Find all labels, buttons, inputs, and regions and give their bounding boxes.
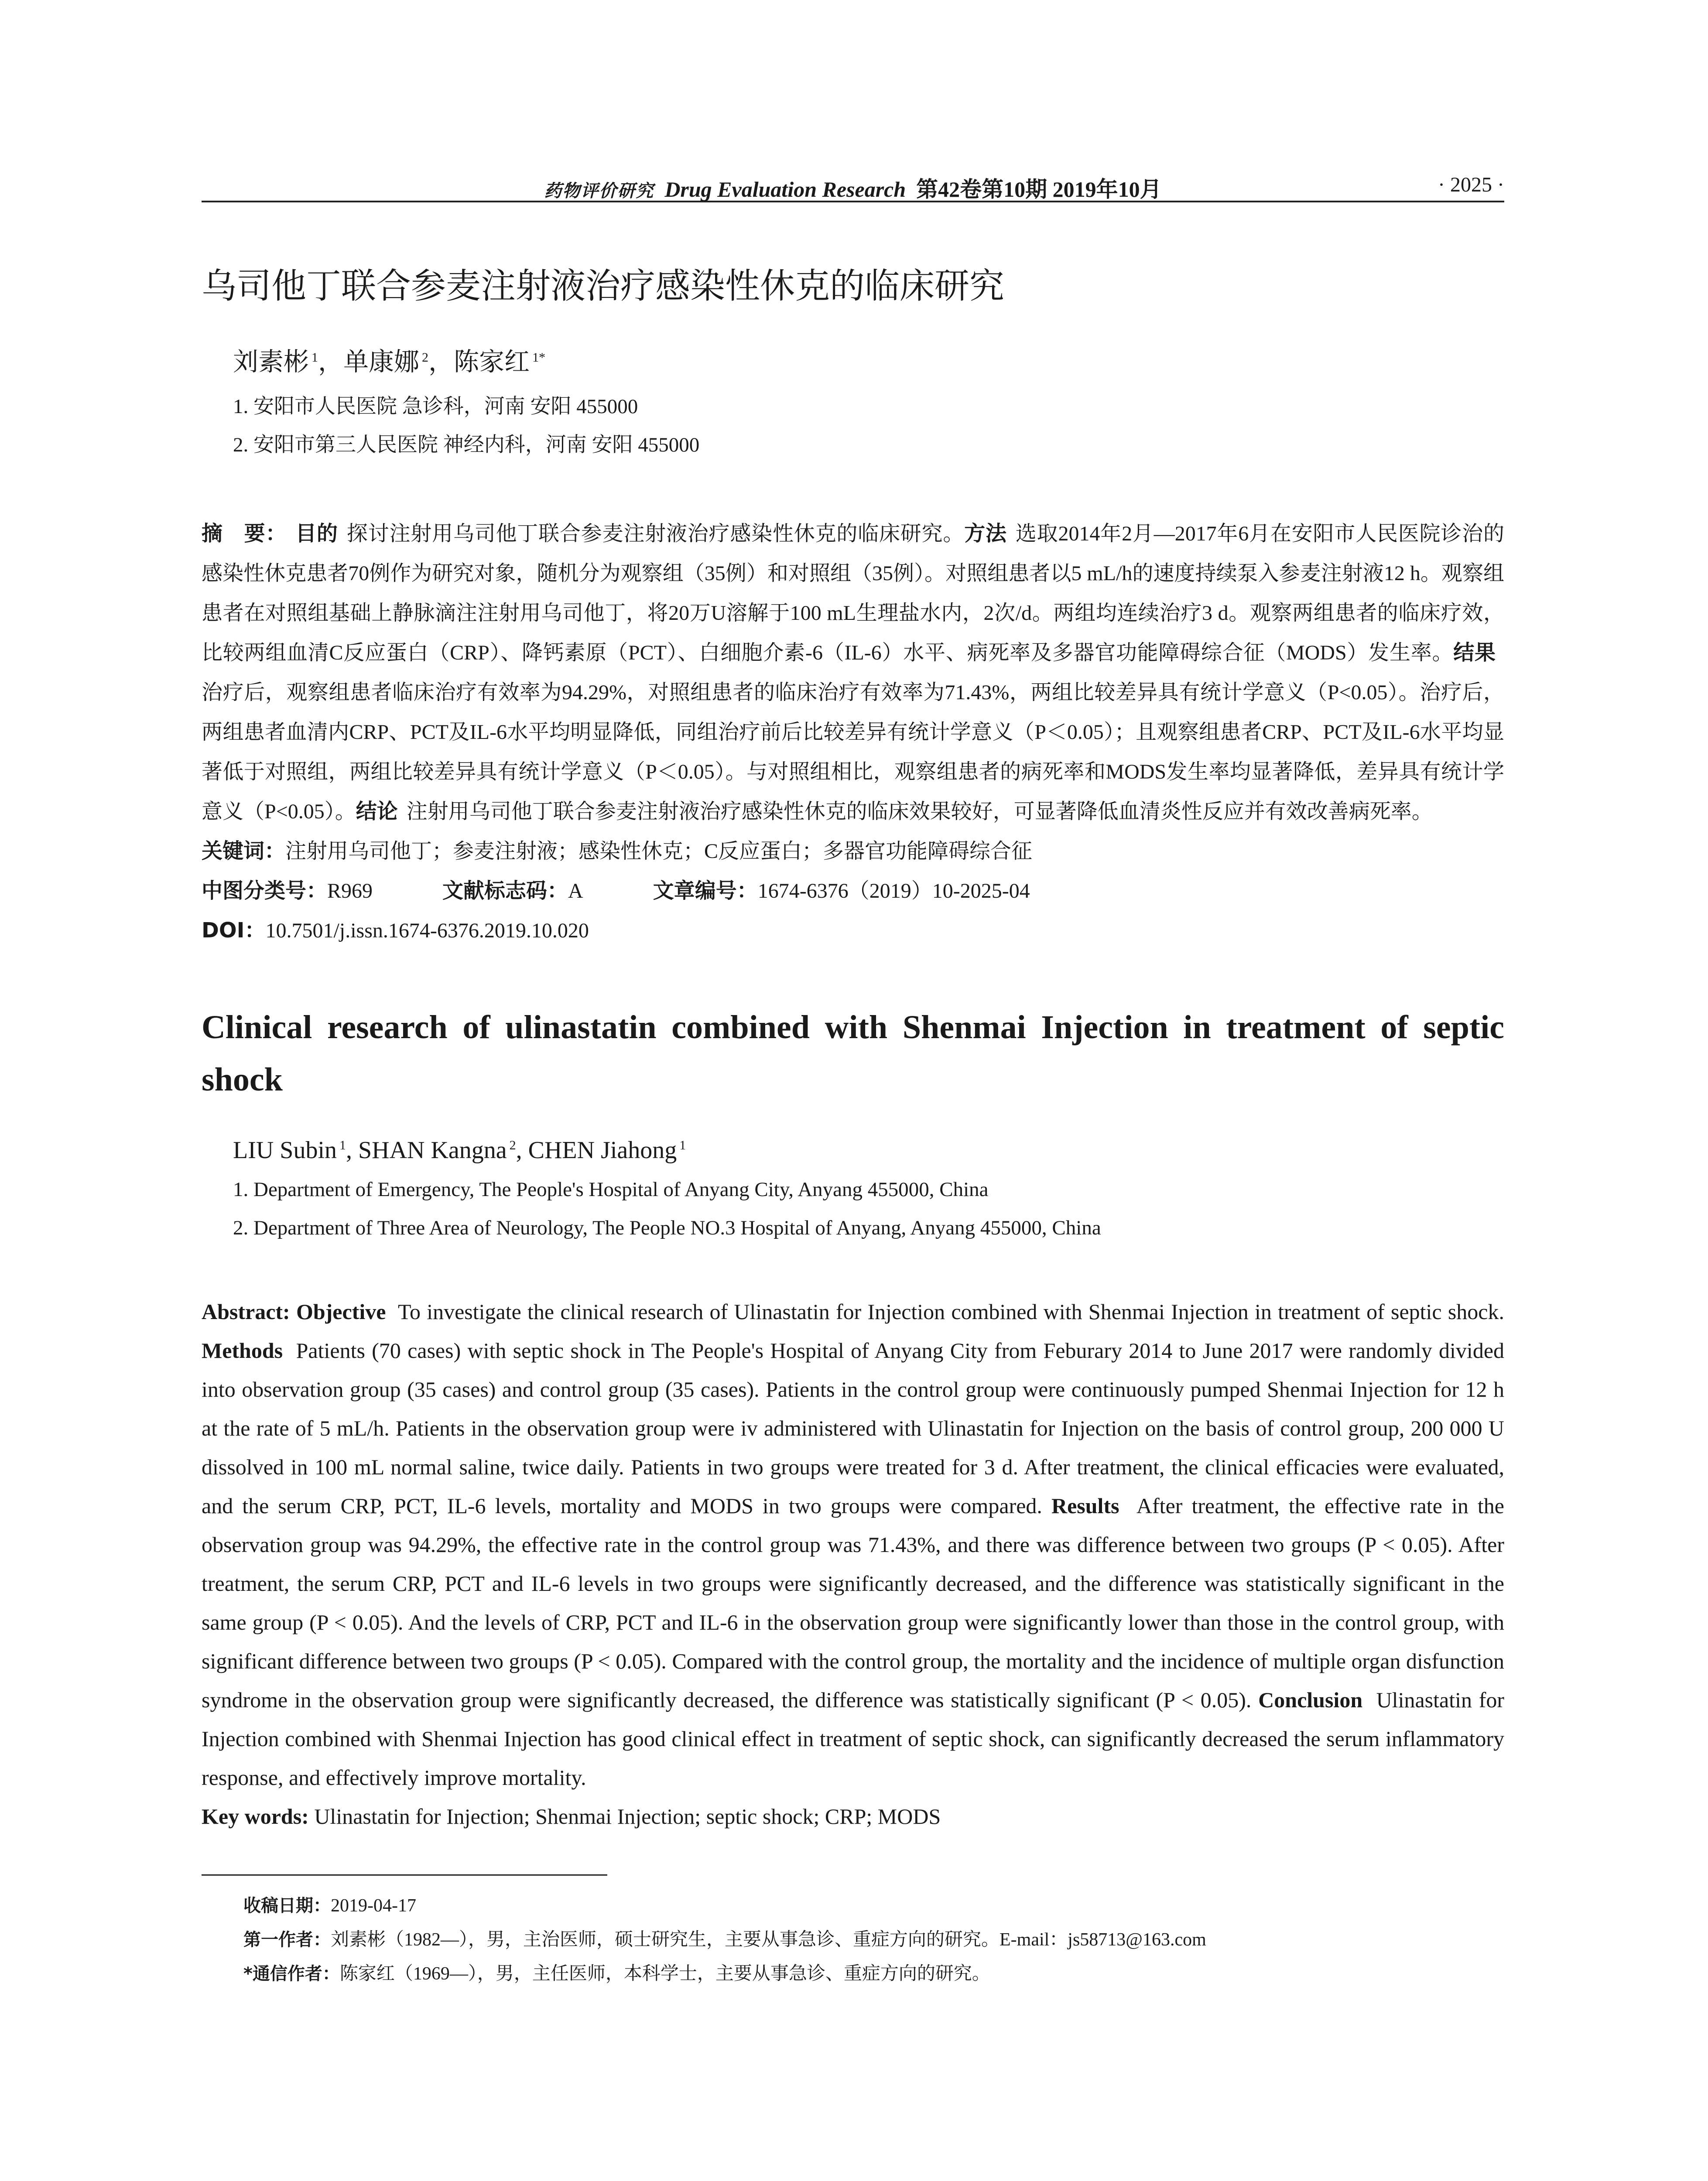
methods-label: Methods (202, 1338, 283, 1363)
cn-authors (233, 341, 1504, 378)
author-separator: ， (318, 348, 344, 376)
objective-label: 目的 (295, 521, 338, 546)
methods-text: 选取2014年2月—2017年6月在安阳市人民医院诊治的感染性休克患者70例作为研究对象，随机分为观察组（35例）和对照组（35例）。对照组患者以5 mL/h的速度持续泵入参麦注射液12 h。观察组患者在对照组基础上静脉滴注注射用乌司他丁，将20万U溶解于100 mL生理盐水内，2次/d。两组均连续治疗3 d。观察两组患者的临床疗效，比较两组血清C反应蛋白（CRP）、降钙素原（PCT）、白细胞介素-6（IL-6）水平、病死率及多器官功能障碍综合征（MODS）发生率。 (202, 522, 1504, 664)
conclusion-label: Conclusion (1258, 1688, 1363, 1712)
keywords-text: 注射用乌司他丁；参麦注射液；感染性休克；C反应蛋白；多器官功能障碍综合征 (285, 840, 1033, 863)
clc-value: R969 (327, 879, 373, 902)
keywords-label: 关键词： (202, 839, 286, 863)
abstract-label: Abstract: (202, 1299, 290, 1324)
author-name: 单康娜 (343, 348, 420, 376)
journal-logo: 药物评价研究 (544, 181, 654, 201)
header-center (202, 172, 1504, 203)
author-affiliation-mark: 2 (509, 1138, 516, 1153)
objective-label: Objective (296, 1299, 386, 1324)
footnote-divider (202, 1874, 607, 1876)
footnote-text: 刘素彬（1982—），男，主治医师，硕士研究生，主要从事急诊、重症方向的研究。E-mail：js58713@163.com (331, 1930, 1206, 1950)
results-text: After treatment, the effective rate in the observation group was 94.29%, the effective rate in the control group was 71.43%, and there was difference between two groups (P < 0.05). After treatment, the serum CRP, PCT and IL-6 levels in two groups were significantly decreased, and the difference was statistically significant in the same group (P < 0.05). And the levels of CRP, PCT and IL-6 in the observation group were significantly lower than those in the control group, with significant difference between two groups (P < 0.05). Compared with the control group, the mortality and the incidence of multiple organ disfunction syndrome in the observation group were significantly decreased, the difference was statistically significant (P < 0.05). (202, 1494, 1504, 1712)
footnotes (243, 1889, 1504, 1991)
footnote-text: 陈家红（1969—），男，主任医师，本科学士，主要从事急诊、重症方向的研究。 (339, 1964, 990, 1984)
results-label: Results (1051, 1494, 1119, 1518)
footnote-label: *通信作者： (243, 1964, 340, 1984)
author-name: 陈家红 (454, 348, 530, 376)
abstract-label: 摘 要： (202, 521, 287, 546)
author-affiliation-mark: 2 (422, 350, 429, 365)
footnote-first-author (243, 1923, 1504, 1957)
cn-title: 乌司他丁联合参麦注射液治疗感染性休克的临床研究 (202, 266, 1004, 306)
cn-abstract (202, 514, 1504, 831)
journal-name: Drug Evaluation Research (664, 177, 906, 202)
issue-info: 第42卷第10期 2019年10月 (916, 177, 1162, 202)
objective-text: 探讨注射用乌司他丁联合参麦注射液治疗感染性休克的临床研究。 (346, 522, 965, 545)
footnote-text: 2019-04-17 (331, 1896, 416, 1916)
conclusion-text: 注射用乌司他丁联合参麦注射液治疗感染性休克的临床效果较好，可显著降低血清炎性反应并有效改善病死率。 (406, 800, 1433, 823)
author-name: 刘素彬 (233, 348, 309, 376)
author-separator: ， (428, 348, 454, 376)
keywords-label: Key words: (202, 1804, 309, 1829)
methods-label: 方法 (964, 521, 1007, 546)
article-no-value: 1674-6376（2019）10-2025-04 (757, 879, 1030, 902)
conclusion-label: 结论 (356, 799, 398, 824)
cn-keywords (202, 831, 1504, 871)
author-separator: , (346, 1137, 358, 1164)
page-number: · 2025 · (1438, 173, 1504, 196)
affiliation: 2. Department of Three Area of Neurology, The People NO.3 Hospital of Anyang, Anyang 455000, China (233, 1217, 1101, 1239)
author-affiliation-mark: 1* (532, 350, 546, 365)
methods-text: Patients (70 cases) with septic shock in The People's Hospital of Anyang City from Feburary 2014 to June 2017 were randomly divided into observation group (35 cases) and control group (35 cases). Patients in the control group were continuously pumped Shenmai Injection for 12 h at the rate of 5 mL/h. Patients in the observation group were iv administered with Ulinastatin for Injection on the basis of control group, 200 000 U dissolved in 100 mL normal saline, twice daily. Patients in two groups were treated for 3 d. After treatment, the clinical efficacies were evaluated, and the serum CRP, PCT, IL-6 levels, mortality and MODS in two groups were compared. (202, 1338, 1505, 1518)
author-name: SHAN Kangna (358, 1137, 507, 1164)
doi-line (202, 911, 1504, 950)
cn-affiliations (202, 387, 1504, 464)
en-title: Clinical research of ulinastatin combined with Shenmai Injection in treatment of septic shock (202, 1009, 1504, 1098)
doi-value: 10.7501/j.issn.1674-6376.2019.10.020 (265, 919, 589, 942)
author-name: CHEN Jiahong (528, 1137, 677, 1164)
author-affiliation-mark: 1 (311, 350, 318, 365)
en-abstract (202, 1292, 1504, 1797)
author-affiliation-mark: 1 (679, 1138, 686, 1153)
affiliation: 1. 安阳市人民医院 急诊科，河南 安阳 455000 (233, 395, 638, 418)
doi-label: DOI： (202, 918, 266, 943)
results-label: 结果 (1453, 640, 1496, 665)
keywords-text: Ulinastatin for Injection; Shenmai Injection; septic shock; CRP; MODS (314, 1804, 941, 1829)
clc-label: 中图分类号： (202, 879, 328, 903)
en-affiliations (202, 1170, 1504, 1247)
results-text: 治疗后，观察组患者临床治疗有效率为94.29%，对照组患者的临床治疗有效率为71.43%，两组比较差异具有统计学意义（P<0.05）。治疗后，两组患者血清内CRP、PCT及IL-6水平均明显降低，同组治疗前后比较差异有统计学意义（P＜0.05）；且观察组患者CRP、PCT及IL-6水平均显著低于对照组，两组比较差异具有统计学意义（P＜0.05）。与对照组相比，观察组患者的病死率和MODS发生率均显著降低，差异具有统计学意义（P<0.05）。 (202, 681, 1504, 823)
author-affiliation-mark: 1 (339, 1138, 346, 1153)
footnote-label: 第一作者： (243, 1930, 331, 1950)
en-keywords (202, 1797, 1504, 1836)
author-separator: , (516, 1137, 528, 1164)
article-no-label: 文章编号： (653, 879, 758, 903)
footnote-corresponding-author (243, 1957, 1504, 1991)
footnote-label: 收稿日期： (243, 1896, 331, 1916)
en-authors (233, 1136, 1504, 1164)
doc-code-value: A (568, 879, 583, 902)
doc-code-label: 文献标志码： (442, 879, 568, 903)
running-header (202, 166, 1504, 202)
footnote-received (243, 1889, 1504, 1923)
affiliation: 2. 安阳市第三人民医院 神经内科，河南 安阳 455000 (233, 434, 700, 456)
conclusion-text: Ulinastatin for Injection combined with Shenmai Injection has good clinical effect in treatment of septic shock, can significantly decreased the serum inflammatory response, and effectively improve mortality. (202, 1688, 1505, 1790)
article-page (202, 166, 1504, 1991)
affiliation: 1. Department of Emergency, The People's Hospital of Anyang City, Anyang 455000, China (233, 1178, 989, 1201)
objective-text: To investigate the clinical research of Ulinastatin for Injection combined with Shenmai Injection in treatment of septic shock. (397, 1299, 1504, 1324)
classification-line (202, 871, 1504, 911)
author-name: LIU Subin (233, 1137, 337, 1164)
